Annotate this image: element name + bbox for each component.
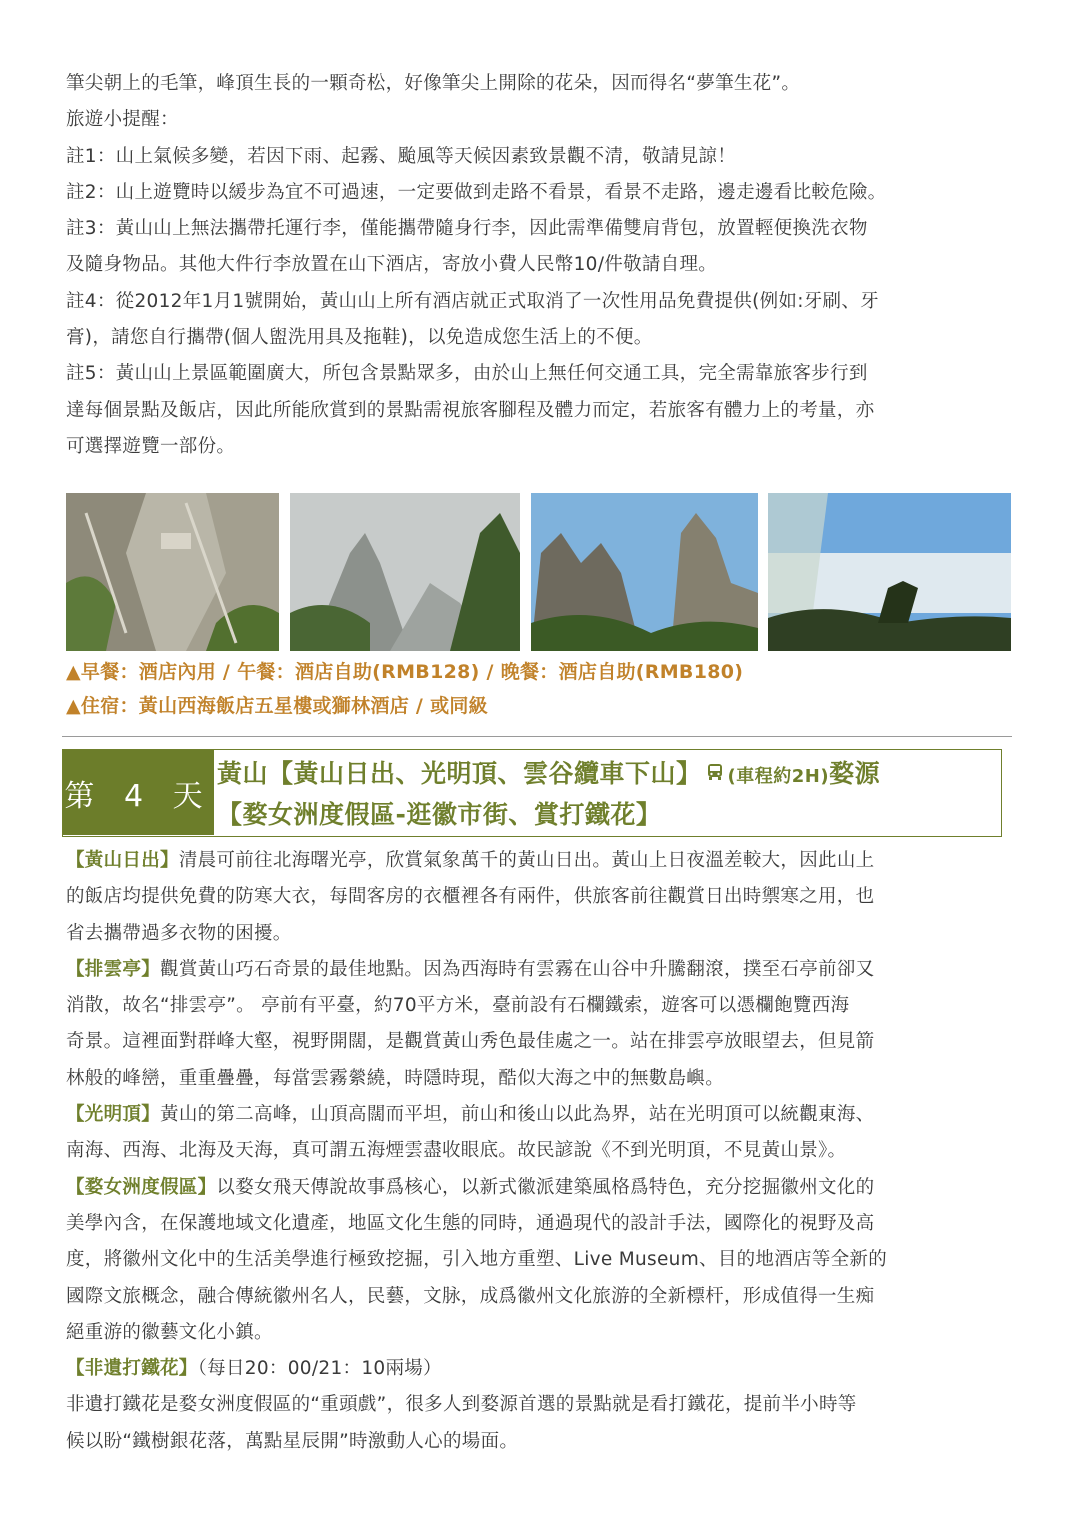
- intro-line: 筆尖朝上的毛筆，峰頂生長的一顆奇松，好像筆尖上開除的花朵，因而得名“夢筆生花”。: [66, 73, 801, 94]
- note-1: 註1：山上氣候多變，若因下雨、起霧、颱風等天候因素致景觀不清，敬請見諒！: [66, 145, 737, 167]
- tips-title: 旅遊小提醒：: [66, 109, 179, 131]
- transport-time: (車程約2H): [727, 766, 830, 787]
- photo-cliff-path: [66, 493, 279, 651]
- sunrise-tag: 【黃山日出】: [66, 850, 179, 871]
- notes-section: [66, 66, 1011, 465]
- photo-rock-pinnacles: [531, 493, 758, 651]
- day-title-line2: 【婺女洲度假區-逛徽市街、賞打鐵花】: [217, 800, 662, 829]
- sunrise-line-b: 的飯店均提供免費的防寒大衣，每間客房的衣櫃裡各有兩件，供旅客前往觀賞日出時禦寒之用，也: [66, 886, 875, 908]
- guangming-line-b: 南海、西海、北海及天海，真可謂五海煙雲盡收眼底。故民諺說《不到光明頂，不見黃山景》。: [66, 1140, 847, 1162]
- wunvzhou-line-b: 美學內含，在保護地域文化遺產，地區文化生態的同時，通過現代的設計手法，國際化的視野及高: [66, 1212, 875, 1234]
- day-label: 第 4 天: [63, 750, 214, 835]
- wunvzhou-line-d: 國際文旅概念，融合傳統徽州名人，民藝，文脉，成爲徽州文化旅游的全新標杆，形成值得一生痴: [66, 1285, 875, 1307]
- sunrise-line-a: 【黃山日出】清晨可前往北海曙光亭，欣賞氣象萬千的黃山日出。黃山上日夜溫差較大，因此山上: [66, 850, 875, 871]
- lodging-line: ▲住宿：黃山西海飯店五星樓或獅林酒店 / 或同級: [66, 695, 488, 717]
- note-5c: 可選擇遊覽一部份。: [66, 435, 236, 457]
- note-5b: 達每個景點及飯店，因此所能欣賞到的景點需視旅客腳程及體力而定，若旅客有體力上的考量，亦: [66, 399, 875, 421]
- paiyun-line-d: 林般的峰巒，重重疊疊，每當雲霧縈繞，時隱時現，酷似大海之中的無數島嶼。: [66, 1067, 725, 1089]
- paiyun-line-b: 消散，故名“排雲亭”。 亭前有平臺，約70平方米，臺前設有石欄鐵索，遊客可以憑欄飽覽西海: [66, 995, 850, 1017]
- guangming-line-a: 【光明頂】黃山的第二高峰，山頂高闊而平坦，前山和後山以此為界，站在光明頂可以統觀東海、: [66, 1104, 875, 1126]
- ironflower-tag: 【非遺打鐵花】: [66, 1358, 198, 1380]
- ironflower-line-a: 非遺打鐵花是婺女洲度假區的“重頭戲”，很多人到婺源首選的景點就是看打鐵花，提前半小時等: [66, 1394, 857, 1416]
- day-description: [66, 843, 1011, 1460]
- bus-icon: [706, 754, 724, 792]
- guangming-tag: 【光明頂】: [66, 1104, 161, 1126]
- paiyun-line-a: 【排雲亭】觀賞黃山巧石奇景的最佳地點。因為西海時有雲霧在山谷中升騰翻滾，撲至石亭前卻又: [66, 958, 875, 980]
- note-3b: 及隨身物品。其他大件行李放置在山下酒店，寄放小費人民幣10/件敬請自理。: [66, 254, 718, 276]
- wunvzhou-tag: 【婺女洲度假區】: [66, 1176, 217, 1198]
- note-2: 註2：山上遊覽時以緩步為宜不可過速，一定要做到走路不看景，看景不走路，邊走邊看比較危險。: [66, 181, 887, 203]
- ironflower-line-b: 候以盼“鐵樹銀花落，萬點星辰開”時激動人心的場面。: [66, 1430, 519, 1452]
- note-4a: 註4：從2012年1月1號開始，黃山山上所有酒店就正式取消了一次性用品免費提供(例如:牙刷、牙: [66, 290, 879, 312]
- section-divider: [62, 736, 1012, 737]
- photo-misty-peaks: [290, 493, 520, 651]
- photo-strip: [66, 493, 1011, 651]
- note-5a: 註5：黃山山上景區範圍廣大，所包含景點眾多，由於山上無任何交通工具，完全需靠旅客步行到: [66, 363, 868, 385]
- photo-sea-of-clouds: [768, 493, 1011, 651]
- sunrise-line-c: 省去攜帶過多衣物的困擾。: [66, 922, 292, 944]
- ironflower-time: （每日20：00/21：10兩場）: [197, 1358, 442, 1380]
- day-header: [62, 749, 1002, 837]
- day-title-part1: 黃山【黃山日出、光明頂、雲谷纜車下山】: [217, 759, 702, 788]
- note-3a: 註3：黃山山上無法攜帶托運行李，僅能攜帶隨身行李，因此需準備雙肩背包，放置輕便換洗衣物: [66, 218, 868, 240]
- day-title-part2: 婺源: [829, 759, 881, 788]
- day-title: [217, 754, 997, 834]
- meals-line: ▲早餐：酒店內用 / 午餐：酒店自助(RMB128) / 晚餐：酒店自助(RMB180): [66, 661, 744, 683]
- wunvzhou-line-e: 絕重游的徽藝文化小鎮。: [66, 1321, 273, 1343]
- paiyun-line-c: 奇景。這裡面對群峰大壑，視野開闊，是觀賞黃山秀色最佳處之一。站在排雲亭放眼望去，但見箭: [66, 1031, 875, 1053]
- wunvzhou-line-c: 度，將徽州文化中的生活美學進行極致挖掘，引入地方重塑、Live Museum、目的地酒店等全新的: [66, 1249, 888, 1271]
- ironflower-header: [66, 1351, 1011, 1387]
- paiyun-tag: 【排雲亭】: [66, 958, 161, 980]
- wunvzhou-line-a: 【婺女洲度假區】以婺女飛天傳說故事爲核心，以新式徽派建築風格爲特色，充分挖掘徽州文化的: [66, 1176, 875, 1198]
- note-4b: 膏)，請您自行攜帶(個人盥洗用具及拖鞋)，以免造成您生活上的不便。: [66, 327, 653, 349]
